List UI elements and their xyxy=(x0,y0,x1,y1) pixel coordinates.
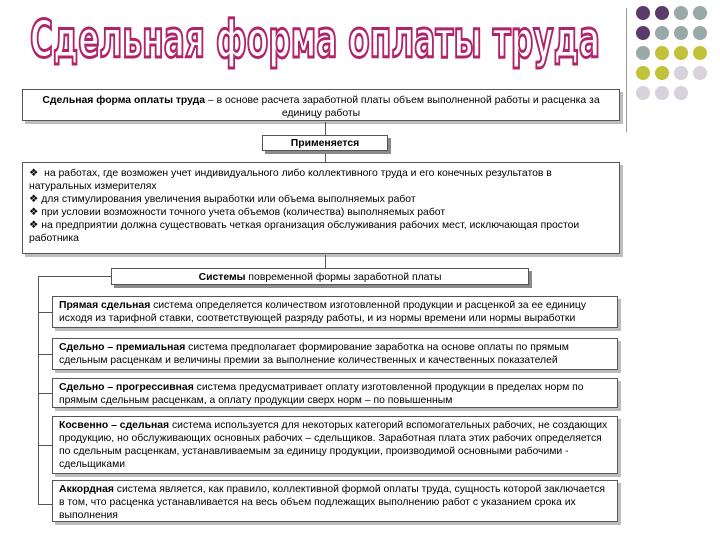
applies-item: ❖ на предприятии должна существовать четкая организация обслуживания рабочих мест, исключающая простои работника xyxy=(29,220,580,244)
systems-header-box xyxy=(111,268,529,285)
system-text: система предусматривает оплату изготовленной продукции в пределах норм по прямым сдельным расценкам, а оплату продукции сверх норм – по повышенным xyxy=(59,382,584,406)
decor-dot xyxy=(655,46,669,60)
connector-systems-trunk xyxy=(38,276,111,277)
decor-dot xyxy=(655,66,669,80)
branch-line xyxy=(38,445,52,446)
connector-list-systems xyxy=(325,255,326,268)
system-term: Сдельно – премиальная xyxy=(59,342,186,353)
decor-dot xyxy=(674,66,688,80)
decor-dot xyxy=(636,66,650,80)
definition-term: Сдельная форма оплаты труда xyxy=(42,95,206,106)
decor-dot xyxy=(674,46,688,60)
decor-dot xyxy=(674,26,688,40)
system-box-direct xyxy=(52,296,618,328)
applies-item: ❖ для стимулирования увеличения выработки или объема выполняемых работ xyxy=(29,194,416,205)
decor-dot xyxy=(636,26,650,40)
system-term: Аккордная xyxy=(59,484,114,495)
system-box-bonus xyxy=(52,338,618,370)
bullet-icon: ❖ xyxy=(29,168,39,179)
systems-label-rest: повременной формы заработной платы xyxy=(245,272,442,283)
applies-label: Применяется xyxy=(290,138,360,149)
decor-dot xyxy=(636,46,650,60)
decor-dot xyxy=(636,86,650,100)
page-title xyxy=(20,2,610,72)
system-text: система определяется количеством изготовленной продукции и расценкой за ее единицу исходя из тарифной ставки, соответствующей разряду работы, и из нормы времени или нормы выработки xyxy=(59,300,587,324)
applies-item: ❖ при условии возможности точного учета объемов (количества) выполняемых работ xyxy=(29,207,446,218)
branch-line xyxy=(38,393,52,394)
system-text: система является, как правило, коллективной формой оплаты труда, сущность которой заключается в том, что расценка устанавливается на весь объем подлежащих выполнению работ с указанием срока их выполнения xyxy=(59,484,606,521)
decor-dot xyxy=(655,26,669,40)
branch-line xyxy=(38,504,52,505)
decor-dot xyxy=(674,6,688,20)
decor-dot xyxy=(636,6,650,20)
decor-dot xyxy=(655,86,669,100)
decor-divider xyxy=(626,8,627,132)
definition-box xyxy=(22,89,620,121)
system-box-progressive xyxy=(52,378,618,408)
applies-list xyxy=(22,162,620,254)
decor-dot xyxy=(655,6,669,20)
decor-dot xyxy=(693,66,707,80)
definition-text: – в основе расчета заработной платы объем выполненной работы и расценка за единицу работы xyxy=(205,95,600,119)
system-text: система используется для некоторых категорий вспомогательных рабочих, не создающих продукцию, но обслуживающих основных рабочих – сдельщиков. Заработная плата этих рабочих определяется по сдельным расценкам, устанавливаемым за единицу продукции, производимой основными рабочими - сдельщиками xyxy=(59,420,608,470)
bullet-icon: ❖ xyxy=(29,194,39,205)
decor-dot-grid xyxy=(636,6,716,126)
applies-item: ❖ на работах, где возможен учет индивидуального либо коллективного труда и его конечных результатов в натуральных измерителях xyxy=(29,168,552,192)
system-term: Прямая сдельная xyxy=(59,300,151,311)
systems-trunk-line xyxy=(38,276,39,505)
system-text: система предполагает формирование заработка на основе оплаты по прямым сдельным расценкам и величины премии за выполнение количественных и качественных показателей xyxy=(59,342,569,366)
connector-def-applies xyxy=(325,122,326,135)
bullet-icon: ❖ xyxy=(29,220,39,231)
systems-label-bold: Системы xyxy=(198,272,246,283)
system-box-chord xyxy=(52,480,618,522)
decor-dot xyxy=(693,46,707,60)
system-box-indirect xyxy=(52,416,618,474)
system-term: Сдельно – прогрессивная xyxy=(59,382,194,393)
connector-applies-list xyxy=(325,152,326,162)
applies-label-box xyxy=(262,135,388,151)
decor-dot xyxy=(693,26,707,40)
branch-line xyxy=(38,354,52,355)
bullet-icon: ❖ xyxy=(29,207,39,218)
decor-dot xyxy=(674,86,688,100)
decor-dot xyxy=(693,6,707,20)
system-term: Косвенно – сдельная xyxy=(59,420,170,431)
branch-line xyxy=(38,312,52,313)
page-title-text: Сдельная форма оплаты труда xyxy=(30,10,600,70)
